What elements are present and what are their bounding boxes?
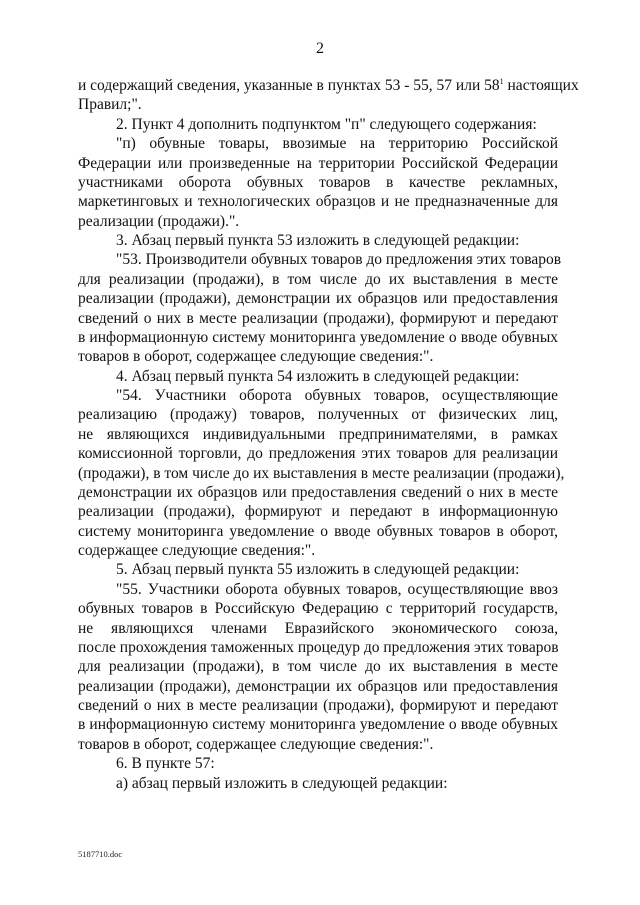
text-line: реализации (продажи), формируют и передают в информационную — [78, 503, 558, 521]
text-line: маркетинговых и технологических образцов и не предназначенные для — [78, 193, 558, 211]
text-line: сведений о них в месте реализации (продажи), формируют и передают — [78, 697, 558, 714]
text-line: "53. Производители обувных товаров до предложения этих товаров — [116, 251, 562, 269]
text-line: реализации (продажи).". — [78, 212, 240, 230]
text-line: систему мониторинга уведомление о вводе обувных товаров в оборот, — [78, 522, 558, 540]
text-line: и содержащий сведения, указанные в пунктах 53 - 55, 57 или $58^1$ настоящих — [78, 77, 579, 94]
text-line: товаров в оборот, содержащее следующие сведения:". — [78, 735, 434, 753]
paragraph-heading: 6. В пункте 57: — [116, 755, 215, 773]
text-line: в информационную систему мониторинга уведомление о вводе обувных — [78, 328, 558, 346]
paragraph-heading: 2. Пункт 4 дополнить подпунктом "п" следующего содержания: — [116, 115, 537, 133]
text-line: Правил;". — [78, 96, 142, 114]
paragraph-heading: 5. Абзац первый пункта 55 изложить в следующей редакции: — [116, 561, 520, 579]
text-line: "55. Участники оборота обувных товаров, осуществляющие ввоз — [116, 580, 558, 598]
text-line: сведений о них в месте реализации (продажи), формируют и передают — [78, 309, 558, 327]
paragraph-heading: а) абзац первый изложить в следующей редакции: — [116, 774, 448, 792]
paragraph-heading: 4. Абзац первый пункта 54 изложить в следующей редакции: — [116, 367, 520, 385]
page-number: 2 — [316, 40, 324, 57]
text-line: в информационную систему мониторинга уведомление о вводе обувных — [78, 716, 558, 734]
superscript: 1 — [499, 77, 504, 86]
text-line: демонстрации их образцов или предоставления сведений о них в месте — [78, 483, 558, 501]
text-line: обувных товаров в Российскую Федерацию с территорий государств, — [78, 600, 558, 618]
text-line: (продажи), в том числе до их выставления в месте реализации (продажи), — [78, 464, 565, 482]
text-line: "54. Участники оборота обувных товаров, осуществляющие — [116, 387, 558, 404]
text-line: для реализации (продажи), в том числе до их выставления в месте — [78, 270, 558, 288]
document-body — [78, 76, 579, 793]
text-line: Федерации или произведенные на территории Российской Федерации — [78, 154, 558, 172]
text-line: комиссионной торговли, до предложения этих товаров для реализации — [78, 445, 558, 463]
text-line: "п) обувные товары, ввозимые на территорию Российской — [116, 135, 558, 153]
text-line: для реализации (продажи), в том числе до их выставления в месте — [78, 658, 558, 676]
text-line: не являющихся индивидуальными предпринимателями, в рамках — [78, 425, 558, 443]
paragraph-heading: 3. Абзац первый пункта 53 изложить в следующей редакции: — [116, 232, 520, 249]
text-line: после прохождения таможенных процедур до предложения этих товаров — [78, 638, 559, 656]
text-line: товаров в оборот, содержащее следующие сведения:". — [78, 348, 434, 366]
text-line: реализации (продажи), демонстрации их образцов или предоставления — [78, 677, 558, 695]
text-line: не являющихся членами Евразийского экономического союза, — [78, 619, 558, 637]
text-line: участниками оборота обувных товаров в качестве рекламных, — [78, 173, 558, 191]
text-line: реализации (продажи), демонстрации их образцов или предоставления — [78, 290, 558, 308]
footer-doc-code: 5187710.doc — [78, 849, 123, 859]
text-line: содержащее следующие сведения:". — [78, 542, 316, 559]
text-line: реализацию (продажу) товаров, полученных от физических лиц, — [78, 406, 558, 424]
